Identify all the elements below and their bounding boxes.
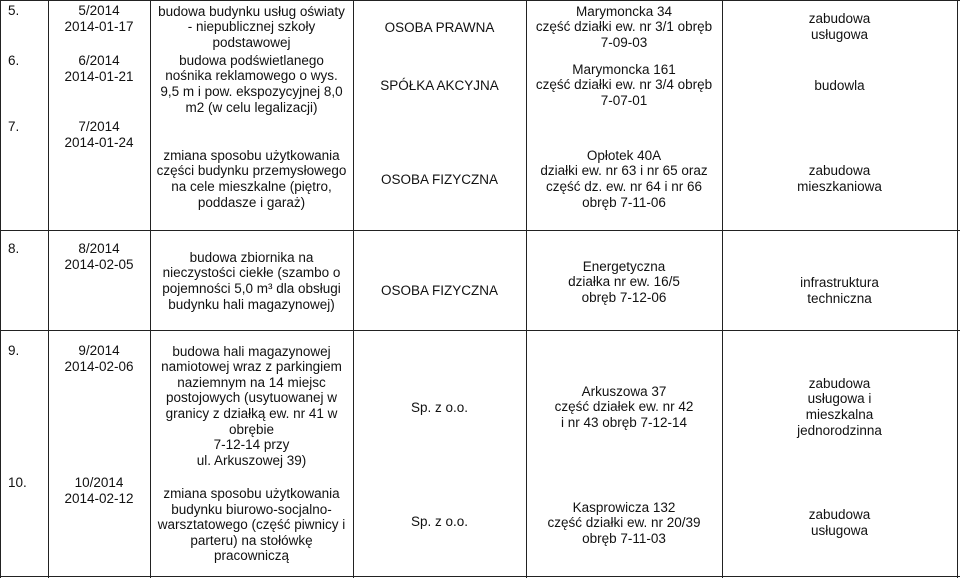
location-cell: Opłotek 40A działki ew. nr 63 i nr 65 oraz część dz. ew. nr 64 i nr 66 obręb 7-11-06 xyxy=(540,147,708,210)
location-cell: Kasprowicza 132 część działki ew. nr 20/39 obręb 7-11-03 xyxy=(547,499,701,546)
investor-cell: OSOBA PRAWNA xyxy=(384,20,495,36)
reg-cell xyxy=(48,474,150,508)
row-number: 9. xyxy=(8,343,20,358)
description-cell: zmiana sposobu użytkowania budynku biurowo-socjalno- warsztatowego (część piwnicy i parteru) na stołówkę pracowniczą xyxy=(157,486,346,564)
location-cell: Marymoncka 34 część działki ew. nr 3/1 obręb 7-09-03 xyxy=(535,3,713,50)
reg-number: 5/2014 xyxy=(78,3,120,19)
row-number: 6. xyxy=(8,53,20,68)
reg-number: 9/2014 xyxy=(78,343,120,359)
investor-cell: SPÓŁKA AKCYJNA xyxy=(380,78,499,94)
row-number: 10. xyxy=(8,475,27,490)
category-cell: zabudowa usługowa xyxy=(808,507,871,538)
reg-cell xyxy=(48,52,150,86)
row-number: 8. xyxy=(8,241,20,256)
row-border xyxy=(0,576,960,577)
reg-date: 2014-01-24 xyxy=(64,135,134,150)
location-cell: Marymoncka 161 część działki ew. nr 3/4 obręb 7-07-01 xyxy=(535,61,713,108)
category-cell: zabudowa mieszkaniowa xyxy=(797,163,882,194)
reg-cell xyxy=(48,118,150,152)
description-cell: zmiana sposobu użytkowania części budynku przemysłowego na cele mieszkalne (piętro, poddasze i garaż) xyxy=(156,147,347,210)
column-border xyxy=(0,0,1,578)
category-cell: zabudowa usługowa i mieszkalna jednorodzinna xyxy=(797,375,882,438)
reg-number: 8/2014 xyxy=(78,241,120,257)
reg-date: 2014-01-21 xyxy=(64,69,134,84)
investor-cell: OSOBA FIZYCZNA xyxy=(380,283,499,299)
investor-cell: Sp. z o.o. xyxy=(410,514,469,530)
reg-date: 2014-01-17 xyxy=(64,19,134,34)
row-border xyxy=(0,230,960,231)
location-cell: Energetyczna działka nr ew. 16/5 obręb 7-12-06 xyxy=(568,258,680,305)
reg-cell xyxy=(48,342,150,376)
category-cell: infrastruktura techniczna xyxy=(800,275,879,306)
description-cell: budowa podświetlanego nośnika reklamowego o wys. 9,5 m i pow. ekspozycyjnej 8,0 m2 (w celu legalizacji) xyxy=(160,52,343,115)
description-cell: budowa zbiornika na nieczystości ciekłe (szambo o pojemności 5,0 m³ dla obsługi budynku hali magazynowej) xyxy=(162,249,341,312)
reg-date: 2014-02-12 xyxy=(64,491,134,506)
investor-cell: Sp. z o.o. xyxy=(410,400,469,416)
row-number: 5. xyxy=(8,3,20,18)
reg-number: 6/2014 xyxy=(78,53,120,69)
investor-cell: OSOBA FIZYCZNA xyxy=(380,172,499,188)
description-cell: budowa hali magazynowej namiotowej wraz z parkingiem naziemnym na 14 miejsc postojowych (usytuowanej w granicy z działką ew. nr 41 w obrębie 7-12-14 przy ul. Arkuszowej 39) xyxy=(161,343,342,468)
reg-number: 7/2014 xyxy=(78,119,120,135)
row-border xyxy=(0,0,960,1)
row-border xyxy=(0,330,960,331)
category-cell: budowla xyxy=(814,78,865,94)
reg-cell xyxy=(48,240,150,274)
reg-number: 10/2014 xyxy=(74,475,124,491)
location-cell: Arkuszowa 37 część działek ew. nr 42 i nr 43 obręb 7-12-14 xyxy=(554,383,694,430)
reg-date: 2014-02-06 xyxy=(64,359,134,374)
reg-cell xyxy=(48,2,150,36)
category-cell: zabudowa usługowa xyxy=(808,11,871,42)
reg-date: 2014-02-05 xyxy=(64,257,134,272)
row-number: 7. xyxy=(8,119,20,134)
column-border xyxy=(957,0,958,578)
description-cell: budowa budynku usług oświaty - niepublicznej szkoły podstawowej xyxy=(158,3,345,50)
